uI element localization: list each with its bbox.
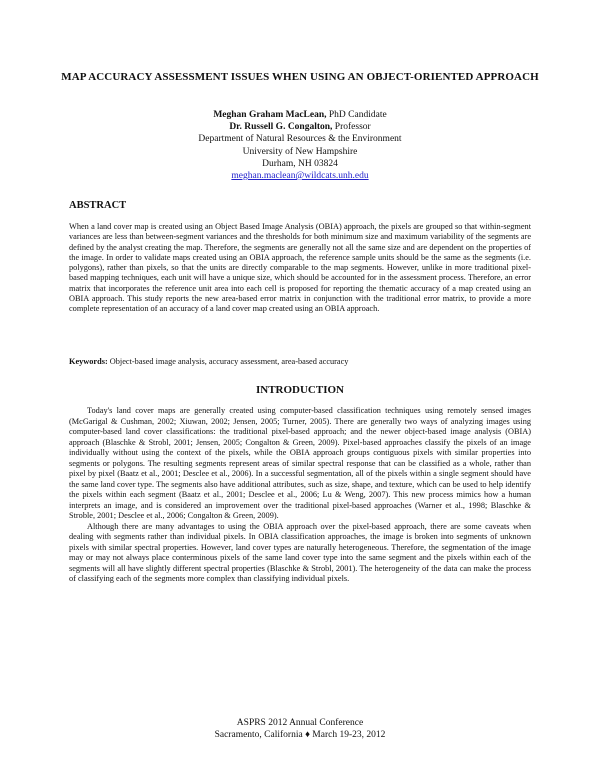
affiliation-university: University of New Hampshire: [242, 146, 358, 157]
abstract-heading: ABSTRACT: [69, 200, 127, 211]
author-line: [100, 109, 500, 121]
footer-location: Sacramento, California ♦ March 19-23, 2012: [214, 729, 386, 740]
affiliation-department: Department of Natural Resources & the Environment: [198, 134, 402, 145]
author-block: [100, 109, 500, 182]
author-role: PhD Candidate: [326, 110, 387, 120]
footer-conference: ASPRS 2012 Annual Conference: [236, 718, 364, 728]
abstract-text: When a land cover map is created using an Object Based Image Analysis (OBIA) approach, the pixels are grouped so that within-segment variances are less than between-segment variances and the thresholds for both minimum size and maximum variability of the segments are defined by the analyst creating the map. Therefore, the segments are generally not all the same size and are dependent on the properties of the image. In order to validate maps created using an OBIA approach, the reference sample units should be the same as the segments (i.e. polygons), rather than pixels, so that the units are directly comparable to the map segments. However, unlike in more traditional pixel-based mapping techniques, each unit will have a unique size, which should be accounted for in the assessment process. Therefore, an error matrix that incorporates the reference unit area into each cell is proposed for reporting the thematic accuracy of a map created using an OBIA approach. This study reports the new area-based error matrix in conjunction with the traditional error matrix, to provide a more complete representation of an accuracy of a land cover map created using an OBIA approach.: [69, 222, 531, 314]
introduction-paragraph: Today's land cover maps are generally created using computer-based classification techniques using remotely sensed images (McGarigal & Cushman, 2002; Xiuwan, 2002; Jensen, 2005; Turner, 2005). There are generally two ways of analyzing images using computer-based land cover classifications: the traditional pixel-based approach; and the newer object-based image analysis (OBIA) approach (Blaschke & Strobl, 2001; Jensen, 2005; Congalton & Green, 2009). Pixel-based approaches classify the pixels of an image individually without using the context of the pixels, while the OBIA approach groups contiguous pixels with similar properties into segments or polygons. The resulting segments represent areas of similar spectral response that can be classified as a whole, rather than pixel by pixel (Baatz et al., 2001; Desclee et al., 2006). In a successful segmentation, all of the pixels within a single segment should have the same land cover type. The segments also have additional attributes, such as size, shape, and texture, which can be used to help identify the pixels within each segment (Baatz et al., 2001; Desclee et al., 2006; Lu & Weng, 2007). This new process mimics how a human interprets an image, and is considered an improvement over the traditional pixel-based approaches (Warner et al., 1998; Blaschke & Stroble, 2001; Desclee et al., 2006; Congalton & Green, 2009).: [69, 406, 531, 520]
paper-title: MAP ACCURACY ASSESSMENT ISSUES WHEN USING AN OBJECT-ORIENTED APPROACH: [61, 71, 539, 83]
page-footer: [150, 718, 450, 741]
author-role: Professor: [332, 122, 371, 133]
keywords-label: Keywords:: [69, 357, 108, 366]
introduction-heading: INTRODUCTION: [255, 384, 344, 396]
author-name: Meghan Graham MacLean,: [213, 110, 327, 120]
keywords-line: [69, 357, 531, 367]
affiliation-address: Durham, NH 03824: [262, 158, 338, 169]
author-name: Dr. Russell G. Congalton,: [229, 122, 333, 133]
introduction-body: [69, 406, 531, 585]
keywords-text: Object-based image analysis, accuracy assessment, area-based accuracy: [107, 357, 349, 366]
author-line: [100, 121, 500, 133]
email-link[interactable]: meghan.maclean@wildcats.unh.edu: [231, 171, 369, 182]
introduction-paragraph: Although there are many advantages to using the OBIA approach over the pixel-based approach, there are some caveats when dealing with segments rather than individual pixels. In OBIA classification approaches, the image is broken into segments of unknown pixels with similar spectral properties. However, land cover types are naturally heterogeneous. Therefore, the segmentation of the image may or may not always place conterminous pixels of the same land cover type into the same segment and the pixels within each of the segments will all have slightly different spectral properties (Blaschke & Strobl, 2001). The heterogeneity of the data can make the process of classifying each of the segments more complex than classifying individual pixels.: [69, 521, 531, 583]
